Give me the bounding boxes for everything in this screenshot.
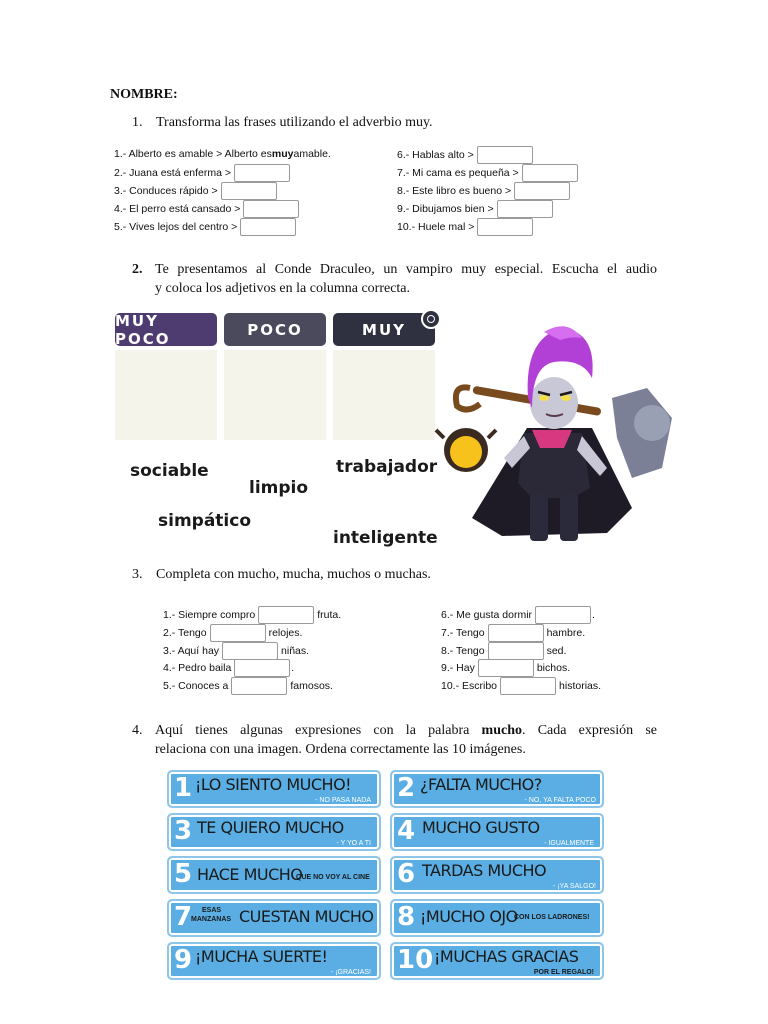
ex1-item-6: 6.- Hablas alto > xyxy=(397,146,533,164)
expression-card-5[interactable]: 5 HACE MUCHO QUE NO VOY AL CINE xyxy=(167,856,381,894)
answer-box[interactable] xyxy=(477,146,533,164)
answer-box[interactable] xyxy=(488,624,544,642)
adjective-inteligente[interactable]: inteligente xyxy=(333,528,438,548)
answer-box[interactable] xyxy=(258,606,314,624)
answer-box[interactable] xyxy=(222,642,278,660)
ex1-item-10: 10.- Huele mal > xyxy=(397,218,533,236)
ex3-item-3: 3.- Aquí hay niñas. xyxy=(163,642,309,660)
answer-box[interactable] xyxy=(522,164,578,182)
ex3-item-6: 6.- Me gusta dormir . xyxy=(441,606,595,624)
expression-card-7[interactable]: 7 ESAS MANZANAS CUESTAN MUCHO xyxy=(167,899,381,937)
answer-box[interactable] xyxy=(234,164,290,182)
ex4-number: 4. xyxy=(132,723,143,738)
ex1-item-8: 8.- Este libro es bueno > xyxy=(397,182,570,200)
name-label: NOMBRE: xyxy=(110,87,178,102)
ex1-item-5: 5.- Vives lejos del centro > xyxy=(114,218,296,236)
ex3-item-9: 9.- Hay bichos. xyxy=(441,659,570,677)
ex1-item-9: 9.- Dibujamos bien > xyxy=(397,200,553,218)
expression-card-3[interactable]: 3 TE QUIERO MUCHO - Y YO A TI xyxy=(167,813,381,851)
column-header-muy-poco: MUY POCO xyxy=(115,313,217,346)
ex3-item-4: 4.- Pedro baila . xyxy=(163,659,294,677)
answer-box[interactable] xyxy=(488,642,544,660)
vampire-character-illustration xyxy=(432,318,680,550)
expression-card-10[interactable]: 10 ¡MUCHAS GRACIAS POR EL REGALO! xyxy=(390,942,604,980)
ex3-item-1: 1.- Siempre compro fruta. xyxy=(163,606,341,624)
answer-box[interactable] xyxy=(210,624,266,642)
ex1-item-1: 1.- Alberto es amable > Alberto es muy amable. xyxy=(114,148,331,160)
column-header-poco: POCO xyxy=(224,313,326,346)
column-header-muy: MUY xyxy=(333,313,435,346)
ex2-instruction-line1: Te presentamos al Conde Draculeo, un vampiro muy especial. Escucha el audio xyxy=(155,262,657,277)
adjective-limpio[interactable]: limpio xyxy=(249,478,309,498)
ex1-item-4: 4.- El perro está cansado > xyxy=(114,200,299,218)
expression-card-2[interactable]: 2 ¿FALTA MUCHO? - NO, YA FALTA POCO xyxy=(390,770,604,808)
answer-box[interactable] xyxy=(535,606,591,624)
column-muy-poco[interactable] xyxy=(115,350,217,440)
column-muy[interactable] xyxy=(333,350,435,440)
expression-card-8[interactable]: 8 ¡MUCHO OJO CON LOS LADRONES! xyxy=(390,899,604,937)
answer-box[interactable] xyxy=(234,659,290,677)
ex1-item-3: 3.- Conduces rápido > xyxy=(114,182,277,200)
ex1-item-7: 7.- Mi cama es pequeña > xyxy=(397,164,578,182)
ex4-instruction-line1: Aquí tienes algunas expresiones con la palabra mucho. Cada expresión se xyxy=(155,723,657,738)
ex1-item-2: 2.- Juana está enferma > xyxy=(114,164,290,182)
ex3-number: 3. xyxy=(132,567,143,582)
adjective-sociable[interactable]: sociable xyxy=(130,461,209,481)
ex3-item-2: 2.- Tengo relojes. xyxy=(163,624,302,642)
ex2-instruction-line2: y coloca los adjetivos en la columna correcta. xyxy=(155,281,411,296)
expression-card-4[interactable]: 4 MUCHO GUSTO - IGUALMENTE xyxy=(390,813,604,851)
answer-box[interactable] xyxy=(478,659,534,677)
adjective-simpatico[interactable]: simpático xyxy=(158,511,252,531)
ex3-item-5: 5.- Conoces a famosos. xyxy=(163,677,333,695)
expression-card-1[interactable]: 1 ¡LO SIENTO MUCHO! - NO PASA NADA xyxy=(167,770,381,808)
expression-card-6[interactable]: 6 TARDAS MUCHO - ¡YA SALGO! xyxy=(390,856,604,894)
ex2-number: 2. xyxy=(132,262,143,277)
ex3-item-8: 8.- Tengo sed. xyxy=(441,642,566,660)
adjective-trabajador[interactable]: trabajador xyxy=(336,457,438,477)
ex4-instruction-line2: relaciona con una imagen. Ordena correctamente las 10 imágenes. xyxy=(155,742,526,757)
answer-box[interactable] xyxy=(221,182,277,200)
column-poco[interactable] xyxy=(224,350,326,440)
answer-box[interactable] xyxy=(500,677,556,695)
ex3-instruction: Completa con mucho, mucha, muchos o muchas. xyxy=(156,567,431,582)
ex3-item-7: 7.- Tengo hambre. xyxy=(441,624,585,642)
answer-box[interactable] xyxy=(231,677,287,695)
answer-box[interactable] xyxy=(497,200,553,218)
answer-box[interactable] xyxy=(477,218,533,236)
ex3-item-10: 10.- Escribo historias. xyxy=(441,677,601,695)
expression-card-9[interactable]: 9 ¡MUCHA SUERTE! - ¡GRACIAS! xyxy=(167,942,381,980)
answer-box[interactable] xyxy=(514,182,570,200)
answer-box[interactable] xyxy=(243,200,299,218)
ex1-instruction: Transforma las frases utilizando el adverbio muy. xyxy=(156,115,433,130)
answer-box[interactable] xyxy=(240,218,296,236)
ex1-number: 1. xyxy=(132,115,143,130)
